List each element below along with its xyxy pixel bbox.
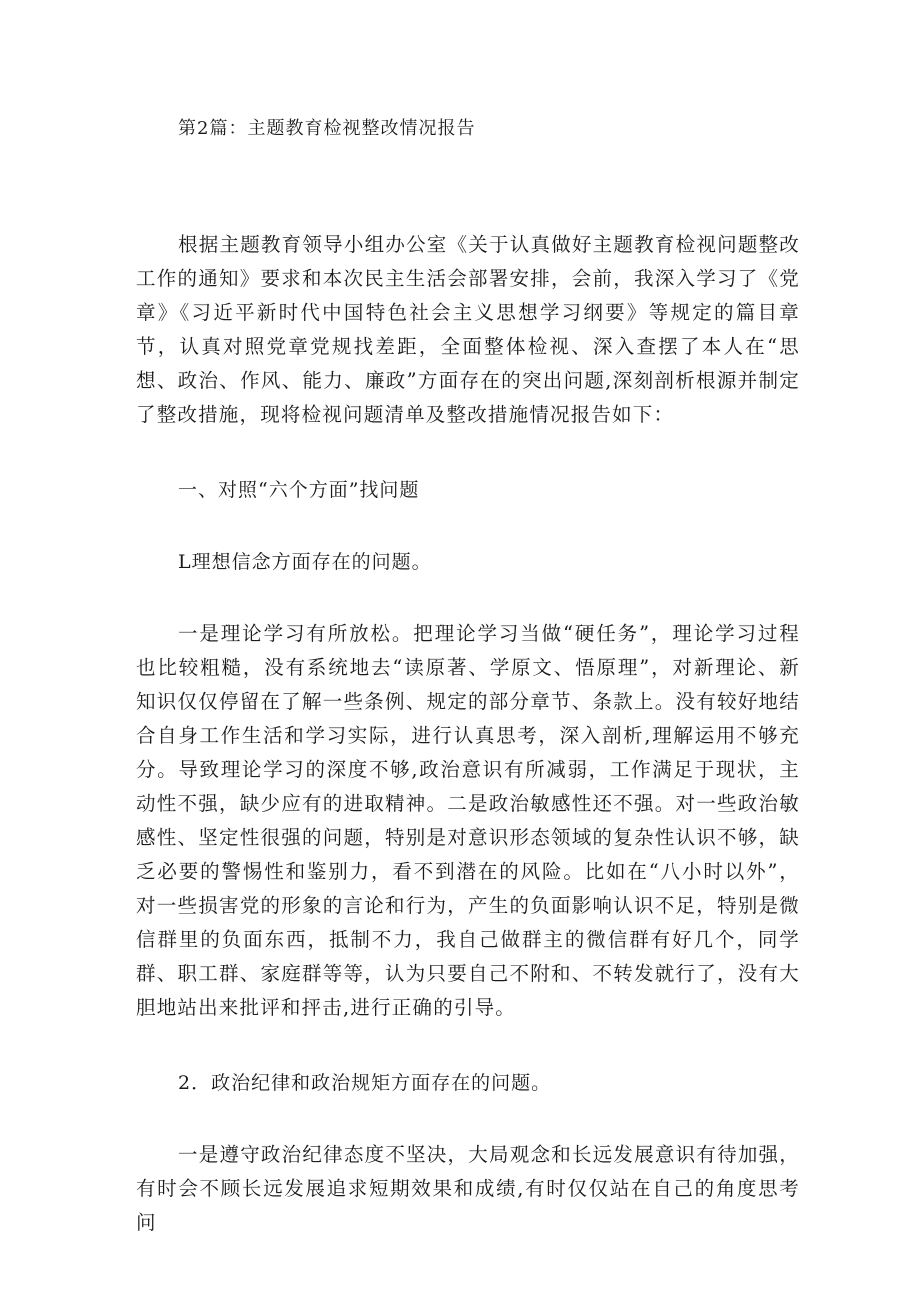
item-body-paragraph: 一是理论学习有所放松。把理论学习当做“硬任务”，理论学习过程也比较粗糙，没有系统地去“读原著、学原文、悟原理”，对新理论、新知识仅仅停留在了解一些条例、规定的部分章节、条款上。没有较好地结合自身工作生活和学习实际，进行认真思考，深入剖析,理解运用不够充分。导致理论学习的深度不够,政治意识有所减弱，工作满足于现状，主动性不强，缺少应有的进取精神。二是政治敏感性还不强。对一些政治敏感性、坚定性很强的问题，特别是对意识形态领域的复杂性认识不够，缺乏必要的警惕性和鉴别力，看不到潜在的风险。比如在“八小时以外”，对一些损害党的形象的言论和行为，产生的负面影响认识不足，特别是微信群里的负面东西，抵制不力，我自己做群主的微信群有好几个，同学群、职工群、家庭群等等，认为只要自己不附和、不转发就行了，没有大胆地站出来批评和抨击,进行正确的引导。 (136, 622, 800, 1019)
item-body-paragraph: 一是遵守政治纪律态度不坚决，大局观念和长远发展意识有待加强，有时会不顾长远发展追求短期效果和成绩,有时仅仅站在自己的角度思考问 (136, 1143, 800, 1234)
intro-paragraph: 根据主题教育领导小组办公室《关于认真做好主题教育检视问题整改工作的通知》要求和本次民主生活会部署安排，会前，我深入学习了《党章》《习近平新时代中国特色社会主义思想学习纲要》等规定的篇目章节，认真对照党章党规找差距，全面整体检视、深入查摆了本人在“思想、政治、作风、能力、廉政”方面存在的突出问题,深刻剖析根源并制定了整改措施，现将检视问题清单及整改措施情况报告如下： (136, 233, 800, 426)
item-heading: 2．政治纪律和政治规矩方面存在的问题。 (178, 1072, 552, 1094)
document-title: 第2篇：主题教育检视整改情况报告 (178, 118, 476, 139)
item-heading: L理想信念方面存在的问题。 (178, 551, 432, 573)
section-heading: 一、对照“六个方面”找问题 (178, 479, 420, 501)
